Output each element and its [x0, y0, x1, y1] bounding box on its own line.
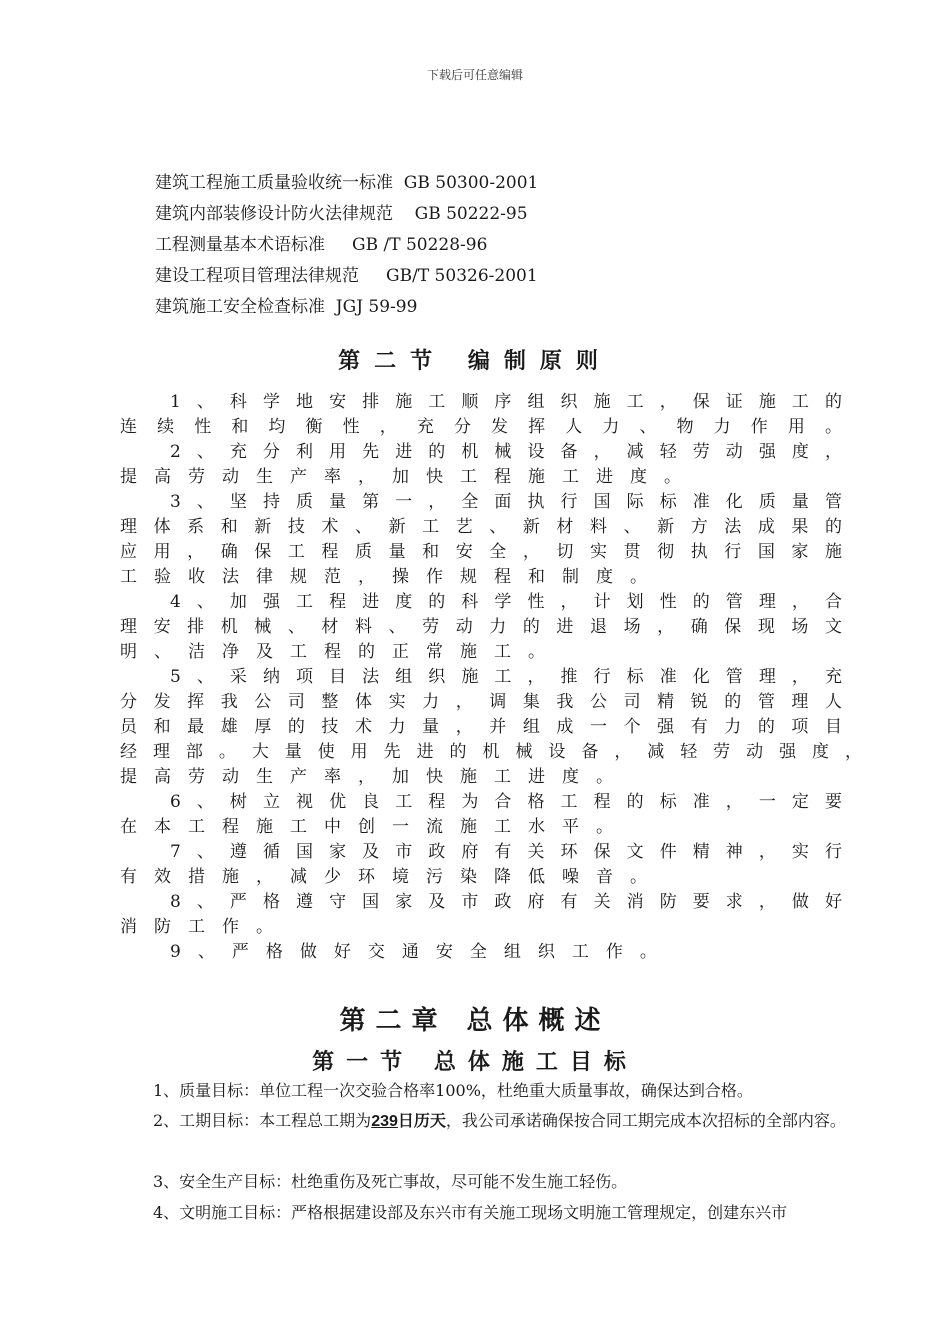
principle-line: 4、加强工程进度的科学性，计划性的管理，合	[170, 592, 842, 612]
section-title: 第一节 总体施工目标	[312, 1049, 638, 1075]
goal-safety	[120, 1167, 858, 1197]
principle-line: 连续性和均衡性，充分发挥人力、物力作用。	[120, 417, 842, 437]
principle-line: 有效措施，减少环境污染降低噪音。	[120, 867, 664, 887]
principle-line: 7、遵循国家及市政府有关环保文件精神，实行	[170, 842, 842, 862]
standard-item: 建设工程项目管理法律规范 GB/T 50326-2001	[155, 266, 538, 286]
goal-schedule-pre: 2、工期目标：本工程总工期为	[153, 1111, 372, 1130]
goal-schedule	[120, 1106, 858, 1137]
principle-line: 5、采纳项目法组织施工，推行标准化管理，充	[170, 667, 842, 687]
standard-item: 建筑工程施工质量验收统一标准 GB 50300-2001	[155, 173, 539, 193]
principle-line: 2、充分利用先进的机械设备，减轻劳动强度，	[170, 442, 842, 462]
principle-line: 1、科学地安排施工顺序组织施工，保证施工的	[170, 392, 842, 412]
principle-line: 应用，确保工程质量和安全，切实贯彻执行国家施	[120, 542, 842, 562]
goal-schedule-text	[120, 1106, 858, 1137]
principle-line: 提高劳动生产率，加快施工进度。	[120, 767, 630, 787]
goal-schedule-post: ，我公司承诺确保按合同工期完成本次招标的全部内容。	[445, 1111, 846, 1130]
chapter-title: 第二章 总体概述	[339, 1006, 611, 1036]
goal-schedule-days: 239	[371, 1113, 398, 1130]
principle-line: 员和最雄厚的技术力量，并组成一个强有力的项目	[120, 717, 842, 737]
principle-line: 6、树立视优良工程为合格工程的标准，一定要	[170, 792, 842, 812]
principle-line: 消防工作。	[120, 917, 290, 937]
section-title: 第二节 编制原则	[338, 348, 612, 374]
page-header: 下载后可任意编辑	[426, 68, 523, 82]
principle-line: 经理部。大量使用先进的机械设备，减轻劳动强度，	[120, 742, 862, 762]
principle-line: 9、严格做好交通安全组织工作。	[170, 942, 674, 962]
principle-line: 明、洁净及工程的正常施工。	[120, 642, 562, 662]
principle-line: 理体系和新技术、新工艺、新材料、新方法成果的	[120, 517, 842, 537]
principle-line: 理安排机械、材料、劳动力的进退场，确保现场文	[120, 617, 842, 637]
standard-item: 建筑施工安全检查标准 JGJ 59-99	[155, 297, 418, 317]
standard-item: 建筑内部装修设计防火法律规范 GB 50222-95	[155, 204, 528, 224]
goal-civil	[120, 1198, 858, 1228]
principle-line: 8、严格遵守国家及市政府有关消防要求，做好	[170, 892, 842, 912]
principle-line: 3、坚持质量第一，全面执行国际标准化质量管	[170, 492, 842, 512]
goal-schedule-unit: 日历天	[397, 1111, 446, 1130]
principle-line: 工验收法律规范，操作规程和制度。	[120, 567, 664, 587]
standard-item: 工程测量基本术语标准 GB /T 50228-96	[155, 235, 488, 255]
principle-line: 分发挥我公司整体实力，调集我公司精锐的管理人	[120, 692, 842, 712]
principle-line: 在本工程施工中创一流施工水平。	[120, 817, 630, 837]
goal-quality	[120, 1076, 858, 1106]
principle-line: 提高劳动生产率，加快工程施工进度。	[120, 467, 698, 487]
goal-quality-text: 1、质量目标：单位工程一次交验合格率100%，杜绝重大质量事故，确保达到合格。	[153, 1081, 753, 1100]
goal-civil-text: 4、文明施工目标：严格根据建设部及东兴市有关施工现场文明施工管理规定，创建东兴市	[153, 1203, 788, 1222]
goal-safety-text: 3、安全生产目标：杜绝重伤及死亡事故，尽可能不发生施工轻伤。	[153, 1172, 628, 1191]
